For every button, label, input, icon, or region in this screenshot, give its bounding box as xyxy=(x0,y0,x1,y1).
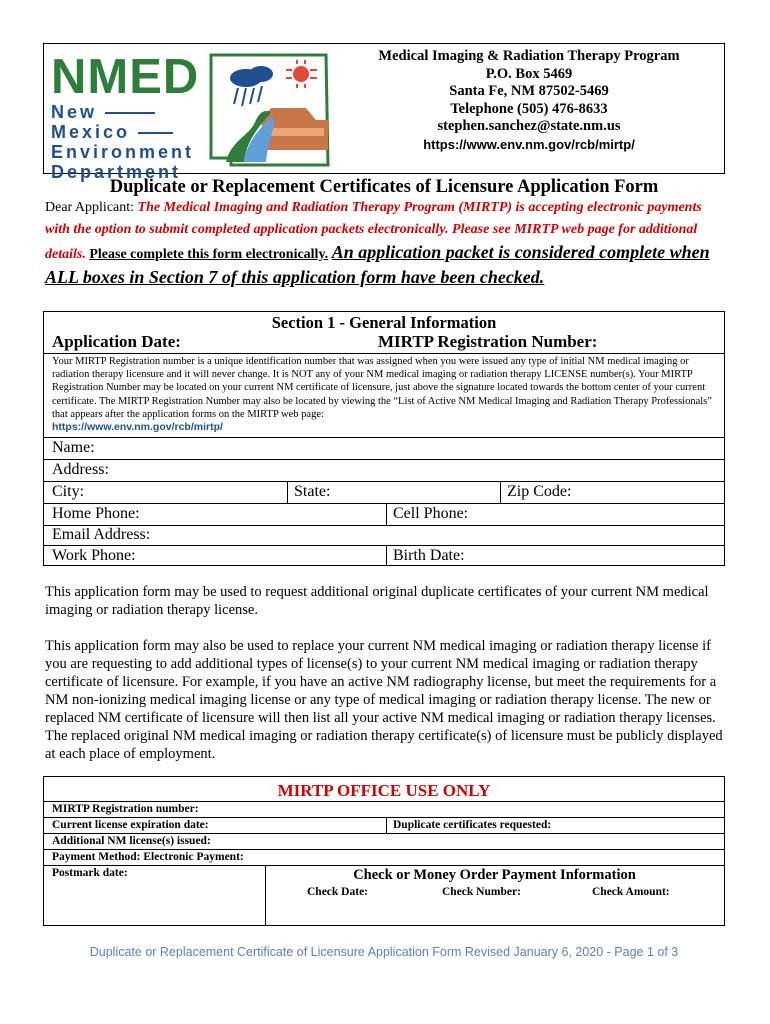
phone-row xyxy=(44,503,724,525)
logo-word-environment: Environment xyxy=(51,142,195,162)
application-date-label: Application Date: xyxy=(52,332,181,351)
form-title: Duplicate or Replacement Certificates of Licensure Application Form xyxy=(109,177,659,197)
check-payment-heading: Check or Money Order Payment Information xyxy=(353,867,636,883)
office-use-heading: MIRTP OFFICE USE ONLY xyxy=(277,781,491,800)
name-label: Name: xyxy=(52,439,95,456)
complete-electronically-note: Please complete this form electronically. xyxy=(89,247,329,262)
city-state-zip: Santa Fe, NM 87502-5469 xyxy=(449,83,609,99)
nmed-logo-acronym: NMED xyxy=(51,50,200,104)
name-row xyxy=(44,437,724,459)
section1-table xyxy=(43,311,725,566)
home-phone-label: Home Phone: xyxy=(52,505,140,522)
nmed-logo-graphic xyxy=(206,50,336,170)
expiration-date-label: Current license expiration date: xyxy=(52,819,209,831)
city-row xyxy=(44,481,724,503)
birth-date-label: Birth Date: xyxy=(393,547,465,564)
electronic-payment-notice: The Medical Imaging and Radiation Therapy Program (MIRTP) is accepting electronic payments with the option to submit completed application packets electronically. Please see MIRTP web page for additional details. xyxy=(45,200,702,262)
additional-licenses-label: Additional NM license(s) issued: xyxy=(52,835,211,847)
logo-word-new: New xyxy=(51,102,98,122)
usage-paragraph-1: This application form may be used to request additional original duplicate certificates of your current NM medical imaging or radiation therapy license. xyxy=(45,584,709,618)
work-phone-row xyxy=(44,545,724,566)
zip-label: Zip Code: xyxy=(507,483,572,500)
usage-paragraph-2: This application form may also be used to replace your current NM medical imaging or radiation therapy license if you are requesting to add additional types of license(s) to your current NM medical imaging or radiation therapy certificate of licensure. For example, if you have an active NM radiography license, but meet the requirements for a NM non-ionizing medical imaging license or any type of medical imaging or radiation therapy license. The new or replaced NM certificate of licensure will then list all your active NM medical imaging or radiation therapy licenses. The replaced original NM medical imaging or radiation therapy certificate(s) of licensure must be publicly displayed at each place of employment. xyxy=(45,638,723,762)
email-label: Email Address: xyxy=(52,526,151,543)
section1-heading: Section 1 - General Information xyxy=(271,313,497,332)
payment-method-label: Payment Method: Electronic Payment: xyxy=(52,851,244,863)
contact-email[interactable]: stephen.sanchez@state.nm.us xyxy=(437,118,621,134)
email-row xyxy=(44,525,724,545)
postmark-date-label: Postmark date: xyxy=(52,867,128,879)
program-url[interactable]: https://www.env.nm.gov/rcb/mirtp/ xyxy=(423,136,635,152)
program-name: Medical Imaging & Radiation Therapy Program xyxy=(378,48,680,64)
address-row xyxy=(44,459,724,481)
registration-number-label: MIRTP Registration Number: xyxy=(378,332,598,351)
city-label: City: xyxy=(52,483,85,500)
registration-number-note: Your MIRTP Registration number is a unique identification number that was assigned when you were issued any type of initial NM medical imaging or radiation therapy licensure and it will never change. It is NOT any of your NM medical imaging or radiation therapy LICENSE number(s). Your MIRTP Registration Number may be located on your current NM certificate of licensure, just above the signature located towards the bottom center of your current certificate. The MIRTP Registration Number may also be located by viewing the “List of Active NM Medical Imaging and Radiation Therapy Professionals” that appears after the application forms on the MIRTP web page: xyxy=(52,356,712,420)
logo-word-mexico: Mexico xyxy=(51,122,131,142)
cell-phone-label: Cell Phone: xyxy=(393,505,469,522)
office-reg-number-label: MIRTP Registration number: xyxy=(52,803,199,815)
logo-word-department: Department xyxy=(51,162,182,182)
intro-paragraph xyxy=(45,197,725,291)
registration-note-url[interactable]: https://www.env.nm.gov/rcb/mirtp/ xyxy=(52,421,223,434)
address-label: Address: xyxy=(52,461,109,478)
page-footer: Duplicate or Replacement Certificate of Licensure Application Form Revised January 6, 2020 - Page 1 of 3 xyxy=(89,945,679,959)
check-number-label: Check Number: xyxy=(442,886,521,898)
check-amount-label: Check Amount: xyxy=(592,886,670,898)
state-label: State: xyxy=(294,483,331,500)
po-box: P.O. Box 5469 xyxy=(485,65,573,82)
work-phone-label: Work Phone: xyxy=(52,547,136,564)
check-date-label: Check Date: xyxy=(307,886,368,898)
office-use-table xyxy=(43,776,725,926)
duplicates-requested-label: Duplicate certificates requested: xyxy=(393,819,552,831)
greeting: Dear Applicant: xyxy=(45,200,135,215)
complete-packet-note: An application packet is considered complete when ALL boxes in Section 7 of this application form have been checked. xyxy=(45,242,710,287)
program-address xyxy=(340,48,718,153)
telephone: Telephone (505) 476-8633 xyxy=(450,100,608,117)
nmed-logo-words xyxy=(51,103,194,181)
